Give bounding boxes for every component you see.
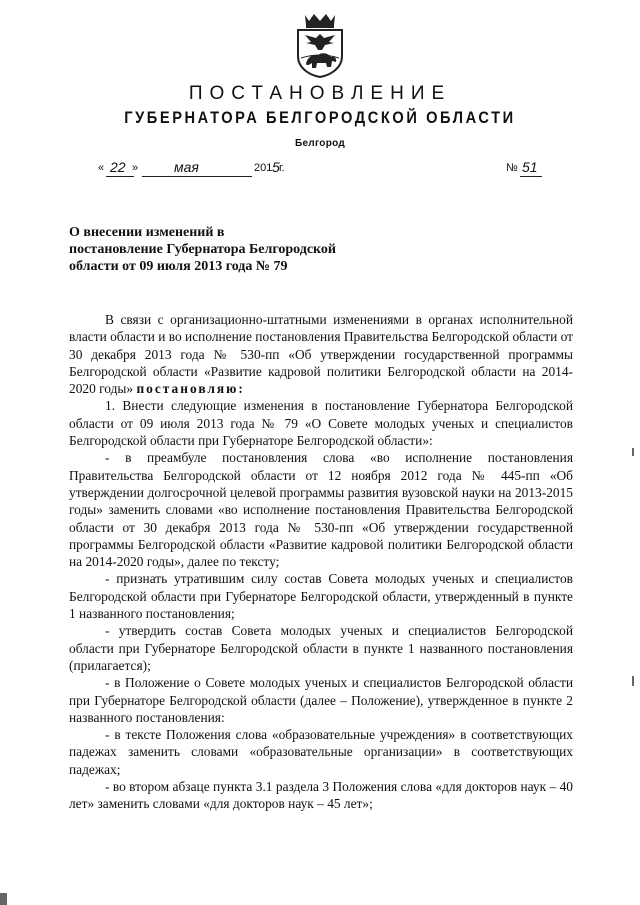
date-year-suffix: г. [279,162,285,174]
date-month: мая [174,159,199,175]
date-day: 22 [110,159,126,175]
paragraph-preamble-change: - в преамбуле постановления слова «во исполнение постановления Правительства Белгородской области от 12 ноября 2012 года № 445-пп «Об утверждении долгосрочной целевой программы развития вузовской науки на 2013-2015 годы» заменить словами «во исполнение постановления Правительства Белгородской области от 30 декабря 2013 года № 530-пп «Об утверждении государственной программы Белгородской области «Развитие кадровой политики Белгородской области на 2014-2020 годы», далее по тексту; [69,450,573,570]
paragraph-approve-composition: - утвердить состав Совета молодых ученых и специалистов Белгородской области при Губернаторе Белгородской области в пункте 1 названного постановления (прилагается); [69,623,573,673]
date-year-prefix: 201 [254,162,273,174]
decree-subject: О внесении изменений в постановление Губернатора Белгородской области от 09 июля 2013 года № 79 [69,225,336,274]
preamble-text: В связи с организационно-штатными изменениями в органах исполнительной власти области и во исполнение постановления Правительства Белгородской области от 30 декабря 2013 года № 530-пп «Об утверждении государственной программы Белгородской области «Развитие кадровой политики Белгородской области на 2014-2020 годы» [69,312,573,397]
day-underline [106,176,134,177]
paragraph-revoke-composition: - признать утратившим силу состав Совета молодых ученых и специалистов Белгородской области при Губернаторе Белгородской области, утвержденный в пункте 1 названного постановления; [69,571,573,622]
date-number-line [98,158,542,180]
city-label: Белгород [294,138,346,149]
number-label: № [506,162,518,174]
crown-icon [305,14,335,28]
decree-body [69,311,573,813]
date-close-quote: » [132,162,139,174]
date-year-digit: 5 [272,159,280,175]
scan-mark [632,448,634,456]
paragraph-item-1: 1. Внести следующие изменения в постановление Губернатора Белгородской области от 09 июля 2013 года № 79 «О Совете молодых ученых и специалистов Белгородской области при Губернаторе Белгородской области»: [69,398,573,449]
paragraph-age-limit-change: - во втором абзаце пункта 3.1 раздела 3 Положения слова «для докторов наук – 40 лет» заменить словами «для докторов наук – 45 лет»; [69,779,573,812]
paragraph-terms-replacement: - в тексте Положения слова «образовательные учреждения» в соответствующих падежах заменить словами «образовательные организации» в соответствующих падежах; [69,727,573,777]
decree-number: 51 [522,159,538,175]
resolve-word: постановляю: [136,381,245,397]
document-type-title: ПОСТАНОВЛЕНИЕ [188,83,452,104]
paragraph-regulation-changes: - в Положение о Совете молодых ученых и специалистов Белгородской области при Губернаторе Белгородской области (далее – Положение), утвержденное в пункте 2 названного постановления: [69,675,573,725]
month-underline [142,176,252,177]
number-underline [520,176,542,177]
paragraph-preamble [69,311,573,397]
coat-of-arms-emblem [291,12,349,78]
scan-mark [632,676,634,686]
scan-mark [0,893,7,905]
date-open-quote: « [98,162,105,174]
issuer-title: ГУБЕРНАТОРА БЕЛГОРОДСКОЙ ОБЛАСТИ [124,108,516,127]
